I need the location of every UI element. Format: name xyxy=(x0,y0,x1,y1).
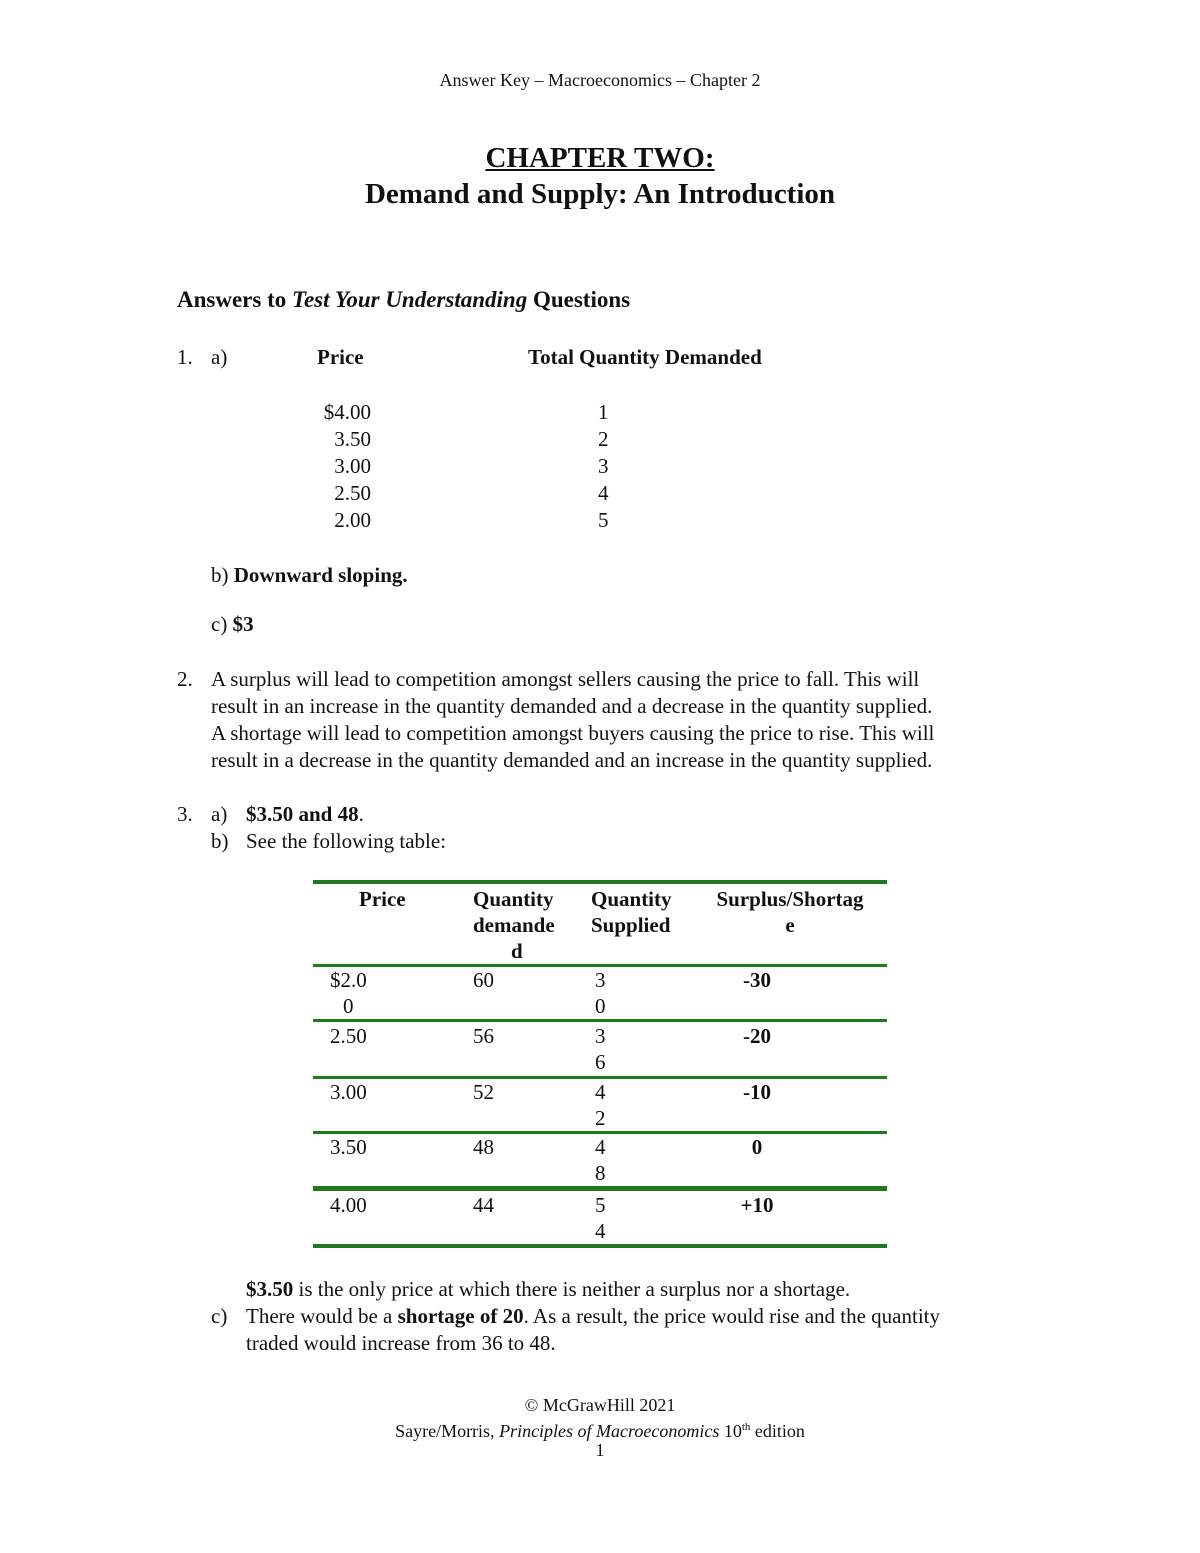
table-cell-qd: 56 xyxy=(473,1024,494,1048)
q3-part-b-label: b) xyxy=(211,829,229,853)
table-cell-price: 2.50 xyxy=(330,1024,367,1048)
q1-price-cell: 3.50 xyxy=(334,427,371,451)
q1-part-b-answer: Downward sloping. xyxy=(233,563,408,587)
footer-citation: Sayre/Morris, Principles of Macroeconomics 10th edition xyxy=(395,1421,805,1441)
page-number: 1 xyxy=(595,1440,605,1460)
table-cell-price: 4.00 xyxy=(330,1193,367,1217)
q2-line: A surplus will lead to competition amongst sellers causing the price to fall. This will xyxy=(211,667,920,691)
q3-part-c: There would be a shortage of 20. As a result, the price would rise and the quantity traded would increase from 36 to 48. xyxy=(246,1304,940,1355)
q1-col-quantity: Total Quantity Demanded xyxy=(528,345,762,369)
q1-part-a-label: a) xyxy=(211,345,228,369)
table-row-rule xyxy=(313,1186,887,1191)
table-cell-qd: 52 xyxy=(473,1080,494,1104)
q3-part-a-answer: $3.50 and 48 xyxy=(246,802,359,826)
q1-qty-cell: 1 xyxy=(598,400,609,424)
chapter-title: CHAPTER TWO: xyxy=(485,142,715,174)
q3-part-b-text: See the following table: xyxy=(246,829,447,853)
table-cell-qd: 48 xyxy=(473,1135,494,1159)
q1-col-price: Price xyxy=(317,345,364,369)
table-cell-ss: -30 xyxy=(743,968,771,992)
q1-price-cell: $4.00 xyxy=(323,400,371,424)
section-heading-italic: Test Your Understanding xyxy=(292,287,528,312)
chapter-subtitle: Demand and Supply: An Introduction xyxy=(364,178,836,210)
table-cell-qs: 4 2 xyxy=(595,1080,606,1130)
q3-number: 3. xyxy=(177,802,193,826)
table-row-rule xyxy=(313,1019,887,1022)
table-cell-qd: 60 xyxy=(473,968,494,992)
q3-note-price: $3.50 xyxy=(246,1277,294,1301)
table-cell-qs: 3 0 xyxy=(595,968,606,1018)
q1-price-cell: 3.00 xyxy=(334,454,371,478)
q2-line: result in a decrease in the quantity demanded and an increase in the quantity supplied. xyxy=(211,748,933,772)
footer-book-title: Principles of Macroeconomics xyxy=(499,1421,720,1441)
table-cell-price: 3.00 xyxy=(330,1080,367,1104)
table-top-rule xyxy=(313,880,887,884)
running-header: Answer Key – Macroeconomics – Chapter 2 xyxy=(439,70,761,90)
q1-qty-cell: 5 xyxy=(598,508,609,532)
table-header-surplus-shortage: Surplus/Shortag e xyxy=(716,887,864,937)
table-cell-qs: 4 8 xyxy=(595,1135,606,1185)
section-heading: Answers to Test Your Understanding Questions xyxy=(177,287,631,312)
q1-number: 1. xyxy=(177,345,193,369)
q1-part-b: b) Downward sloping. xyxy=(211,563,408,587)
q1-price-cell: 2.00 xyxy=(334,508,371,532)
table-cell-price: 3.50 xyxy=(330,1135,367,1159)
table-cell-qd: 44 xyxy=(473,1193,494,1217)
table-bottom-rule xyxy=(313,1244,887,1248)
table-header-quantity-supplied: Quantity Supplied xyxy=(591,887,672,937)
table-cell-qs: 5 4 xyxy=(595,1193,606,1243)
table-cell-ss: +10 xyxy=(740,1193,774,1217)
q3-part-c-label: c) xyxy=(211,1304,228,1328)
table-cell-ss: -20 xyxy=(743,1024,771,1048)
q1-part-c-answer: $3 xyxy=(232,612,254,636)
q2-number: 2. xyxy=(177,667,193,691)
table-cell-price: $2.0 0 xyxy=(330,968,367,1018)
q1-price-cell: 2.50 xyxy=(334,481,371,505)
q3-note: $3.50 is the only price at which there is neither a surplus nor a shortage. xyxy=(246,1277,851,1301)
table-header-quantity-demanded: Quantity demande d xyxy=(473,887,555,963)
table-header-price: Price xyxy=(359,887,406,911)
table-cell-ss: -10 xyxy=(743,1080,771,1104)
q2-line: A shortage will lead to competition amongst buyers causing the price to rise. This will xyxy=(211,721,935,745)
q1-qty-cell: 4 xyxy=(598,481,609,505)
q3-part-a-label: a) xyxy=(211,802,228,826)
q1-qty-cell: 3 xyxy=(598,454,609,478)
footer-copyright: © McGrawHill 2021 xyxy=(524,1395,676,1415)
q2-paragraph xyxy=(211,666,934,774)
q3-part-c-shortage: shortage of 20 xyxy=(397,1304,524,1328)
q1-part-c: c) $3 xyxy=(211,612,254,636)
q2-line: result in an increase in the quantity demanded and a decrease in the quantity supplied. xyxy=(211,694,933,718)
q3-part-a: $3.50 and 48. xyxy=(246,802,364,826)
table-cell-ss: 0 xyxy=(751,1135,763,1159)
q1-qty-cell: 2 xyxy=(598,427,609,451)
table-cell-qs: 3 6 xyxy=(595,1024,606,1074)
